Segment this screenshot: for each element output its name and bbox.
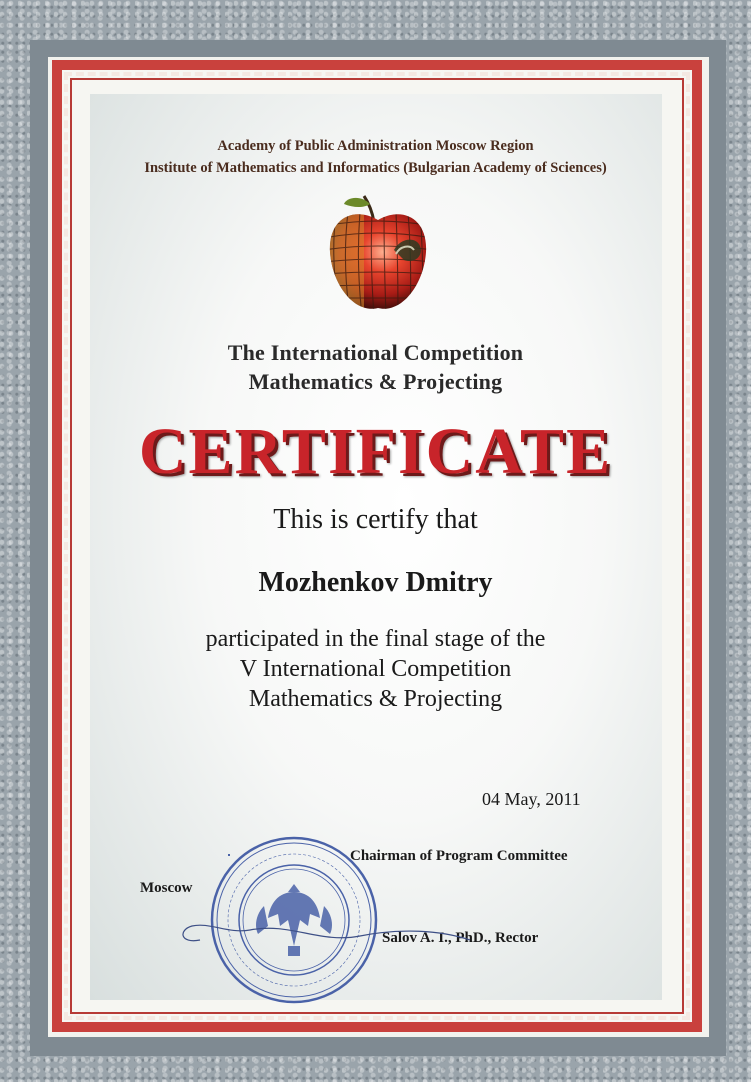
header-institute: Institute of Mathematics and Informatics (Bulgarian Academy of Sciences) [144,160,607,176]
apple-logo-icon [324,192,432,320]
recipient-name: Mozhenkov Dmitry [258,567,493,598]
competition-title-line2: Mathematics & Projecting [248,369,503,394]
handwritten-signature [170,900,490,960]
body-line-1: participated in the final stage of the [205,626,546,652]
signature-role: Chairman of Program Committee [350,848,568,864]
competition-title-line1: The International Competition [227,340,524,365]
issue-date: 04 May, 2011 [482,789,581,809]
signature-city: Moscow [140,880,193,896]
signatory-name: Salov A. I., PhD., Rector [382,930,539,946]
header-academy: Academy of Public Administration Moscow Region [217,138,534,154]
certify-statement: This is certify that [273,504,478,535]
body-line-2: V International Competition [239,656,512,682]
certificate-heading: CERTIFICATE [138,415,613,488]
body-line-3: Mathematics & Projecting [248,686,503,712]
